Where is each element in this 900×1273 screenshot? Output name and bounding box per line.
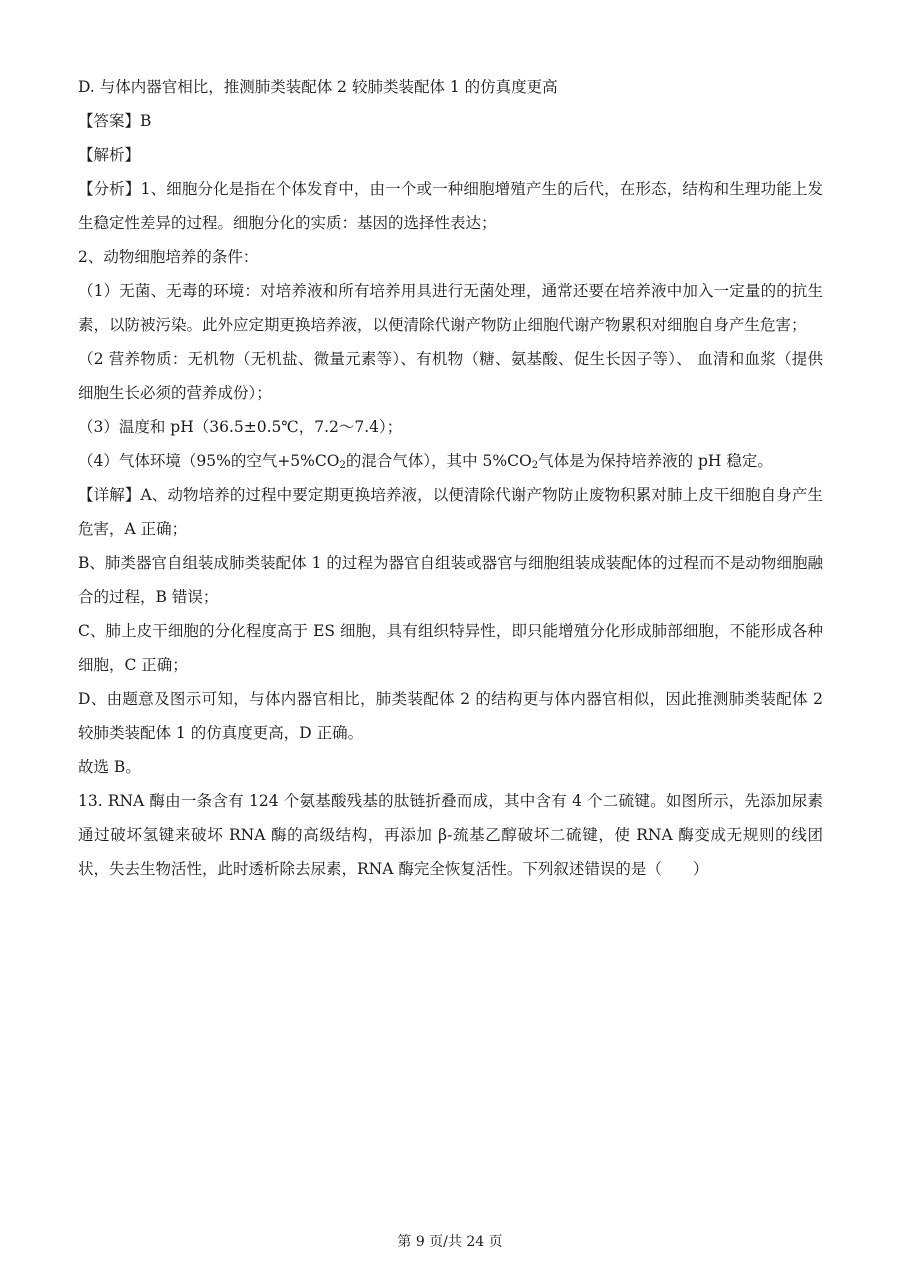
conclusion: 故选 B。 [78,758,141,776]
question-13: 13. RNA 酶由一条含有 124 个氨基酸残基的肽链折叠而成，其中含有 4 个二硫键。如图所示，先添加尿素通过破坏氢键来破坏 RNA 酶的高级结构，再添加 β-巯基乙醇破坏二硫键，使 RNA 酶变成无规则的线团状，失去生物活性，此时透析除去尿素，RNA 酶完全恢复活性。下列叙述错误的是（ ） [78,792,823,878]
subscript-2: 2 [531,460,539,471]
condition-4 [78,444,823,478]
condition-4-part-c: 气体是为保持培养液的 pH 稳定。 [538,452,773,470]
option-d: D. 与体内器官相比，推测肺类装配体 2 较肺类装配体 1 的仿真度更高 [78,78,558,96]
analysis-point-1: 【分析】1、细胞分化是指在个体发育中，由一个或一种细胞增殖产生的后代，在形态，结构和生理功能上发生稳定性差异的过程。细胞分化的实质：基因的选择性表达； [78,180,823,232]
page-footer: 第 9 页/共 24 页 [397,1234,503,1250]
detail-c: C、肺上皮干细胞的分化程度高于 ES 细胞，具有组织特异性，即只能增殖分化形成肺部细胞，不能形成各种细胞，C 正确； [78,622,823,674]
analysis-point-2: 2、动物细胞培养的条件： [78,248,259,266]
condition-4-part-b: 的混合气体），其中 5%CO [345,452,532,470]
answer-line: 【答案】B [78,112,152,130]
condition-4-part-a: （4）气体环境（95%的空气+5%CO [78,452,340,470]
condition-2: （2 营养物质：无机物（无机盐、微量元素等）、有机物（糖、氨基酸、促生长因子等）、 血清和血浆（提供细胞生长必须的营养成份）； [78,350,823,402]
condition-3: （3）温度和 pH（36.5±0.5℃，7.2～7.4）； [78,418,403,436]
detail-d: D、由题意及图示可知，与体内器官相比，肺类装配体 2 的结构更与体内器官相似，因此推测肺类装配体 2 较肺类装配体 1 的仿真度更高，D 正确。 [78,690,823,742]
document-body [78,70,823,886]
subscript-2: 2 [339,460,346,471]
detail-a: 【详解】A、动物培养的过程中要定期更换培养液，以便清除代谢产物防止废物积累对肺上皮干细胞自身产生危害，A 正确； [78,486,823,538]
analysis-header: 【解析】 [78,146,141,164]
detail-b: B、肺类器官自组装成肺类装配体 1 的过程为器官自组装或器官与细胞组装成装配体的过程而不是动物细胞融合的过程，B 错误； [78,554,823,606]
condition-1: （1）无菌、无毒的环境：对培养液和所有培养用具进行无菌处理，通常还要在培养液中加入一定量的的抗生素，以防被污染。此外应定期更换培养液，以便清除代谢产物防止细胞代谢产物累积对细胞自身产生危害； [78,282,823,334]
